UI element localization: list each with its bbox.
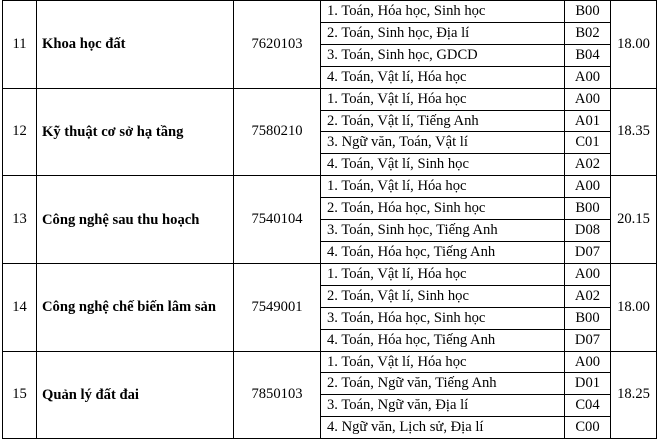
admission-table <box>2 0 657 439</box>
table-row <box>3 263 657 285</box>
subject-combination: 2. Toán, Hóa học, Sinh học <box>321 198 565 220</box>
block-code: C00 <box>565 417 611 439</box>
major-code: 7540104 <box>234 176 321 264</box>
table-row <box>3 351 657 373</box>
cutoff-score: 20.15 <box>611 176 657 264</box>
block-code: A01 <box>565 110 611 132</box>
table-body <box>3 1 657 439</box>
document-page <box>2 0 656 439</box>
subject-combination: 3. Ngữ văn, Toán, Vật lí <box>321 132 565 154</box>
block-code: D01 <box>565 373 611 395</box>
subject-combination: 4. Ngữ văn, Lịch sử, Địa lí <box>321 417 565 439</box>
subject-combination: 4. Toán, Hóa học, Tiếng Anh <box>321 241 565 263</box>
subject-combination: 3. Toán, Ngữ văn, Địa lí <box>321 395 565 417</box>
block-code: B00 <box>565 198 611 220</box>
block-code: A00 <box>565 351 611 373</box>
row-number: 12 <box>3 88 37 176</box>
subject-combination: 3. Toán, Sinh học, GDCD <box>321 44 565 66</box>
row-number: 13 <box>3 176 37 264</box>
block-code: B02 <box>565 22 611 44</box>
table-row <box>3 88 657 110</box>
major-code: 7549001 <box>234 263 321 351</box>
cutoff-score: 18.00 <box>611 263 657 351</box>
subject-combination: 1. Toán, Vật lí, Hóa học <box>321 263 565 285</box>
row-number: 15 <box>3 351 37 439</box>
row-number: 11 <box>3 1 37 89</box>
block-code: A02 <box>565 285 611 307</box>
major-code: 7620103 <box>234 1 321 89</box>
major-code: 7850103 <box>234 351 321 439</box>
subject-combination: 4. Toán, Hóa học, Tiếng Anh <box>321 329 565 351</box>
subject-combination: 3. Toán, Hóa học, Sinh học <box>321 307 565 329</box>
subject-combination: 1. Toán, Vật lí, Hóa học <box>321 351 565 373</box>
block-code: D07 <box>565 329 611 351</box>
block-code: A02 <box>565 154 611 176</box>
block-code: B04 <box>565 44 611 66</box>
subject-combination: 4. Toán, Vật lí, Sinh học <box>321 154 565 176</box>
subject-combination: 3. Toán, Sinh học, Tiếng Anh <box>321 220 565 242</box>
subject-combination: 2. Toán, Ngữ văn, Tiếng Anh <box>321 373 565 395</box>
major-name: Kỹ thuật cơ sở hạ tầng <box>37 88 234 176</box>
major-name: Khoa học đất <box>37 1 234 89</box>
major-code: 7580210 <box>234 88 321 176</box>
subject-combination: 1. Toán, Vật lí, Hóa học <box>321 176 565 198</box>
subject-combination: 2. Toán, Vật lí, Sinh học <box>321 285 565 307</box>
subject-combination: 1. Toán, Hóa học, Sinh học <box>321 1 565 23</box>
table-row <box>3 176 657 198</box>
block-code: A00 <box>565 66 611 88</box>
major-name: Công nghệ sau thu hoạch <box>37 176 234 264</box>
block-code: B00 <box>565 307 611 329</box>
table-row <box>3 1 657 23</box>
block-code: C01 <box>565 132 611 154</box>
subject-combination: 2. Toán, Sinh học, Địa lí <box>321 22 565 44</box>
block-code: B00 <box>565 1 611 23</box>
block-code: D07 <box>565 241 611 263</box>
cutoff-score: 18.25 <box>611 351 657 439</box>
subject-combination: 2. Toán, Vật lí, Tiếng Anh <box>321 110 565 132</box>
subject-combination: 1. Toán, Vật lí, Hóa học <box>321 88 565 110</box>
major-name: Công nghệ chế biến lâm sản <box>37 263 234 351</box>
row-number: 14 <box>3 263 37 351</box>
block-code: A00 <box>565 263 611 285</box>
block-code: C04 <box>565 395 611 417</box>
block-code: A00 <box>565 88 611 110</box>
block-code: A00 <box>565 176 611 198</box>
cutoff-score: 18.35 <box>611 88 657 176</box>
cutoff-score: 18.00 <box>611 1 657 89</box>
major-name: Quản lý đất đai <box>37 351 234 439</box>
subject-combination: 4. Toán, Vật lí, Hóa học <box>321 66 565 88</box>
block-code: D08 <box>565 220 611 242</box>
